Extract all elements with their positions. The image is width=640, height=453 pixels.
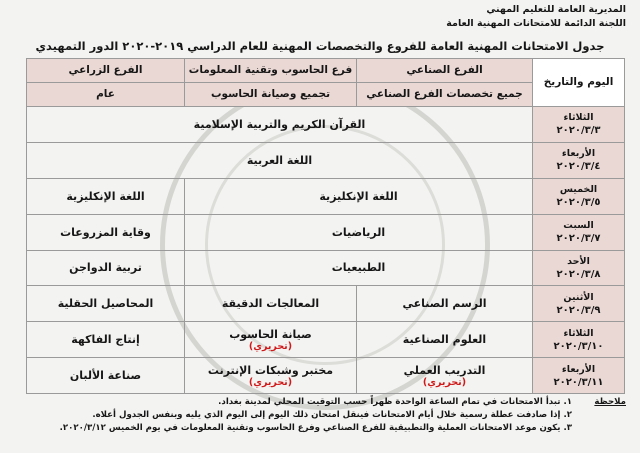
day-cell: الأربعاء ٢٠٢٠/٣/٤: [533, 142, 625, 178]
page-title: جدول الامتحانات المهنية العامة للفروع والتخصصات المهنية للعام الدراسي ٢٠١٩-٢٠٢٠ الدور التمهيدي: [35, 39, 605, 53]
schedule-table: [26, 58, 625, 394]
subject-agricultural: صناعة الألبان: [27, 358, 185, 394]
subject-text: التدريب العملي: [403, 363, 486, 377]
note-item: ١. تبدأ الامتحانات في تمام الساعة الواحدة ظهراً حسب التوقيت المحلي لمدينة بغداد.: [218, 397, 572, 407]
subject-industrial-computer: الرياضيات: [185, 214, 533, 250]
written-note: (تحريري): [248, 340, 293, 352]
col-header-industrial: الفرع الصناعي: [357, 59, 533, 83]
subject-agricultural: المحاصيل الحقلية: [27, 286, 185, 322]
subject-agricultural: تربية الدواجن: [27, 250, 185, 286]
subject-industrial: الرسم الصناعي: [357, 286, 533, 322]
directorate-name: المديرية العامة للتعليم المهني: [486, 4, 626, 15]
day-cell: الثلاثاء ٢٠٢٠/٣/١٠: [533, 322, 625, 358]
subject-text: صيانة الحاسوب: [229, 327, 312, 341]
day-cell: الخميس ٢٠٢٠/٣/٥: [533, 178, 625, 214]
subject-industrial-computer: اللغة الإنكليزية: [185, 178, 533, 214]
spec-agricultural: عام: [27, 83, 185, 107]
day-cell: السبت ٢٠٢٠/٣/٧: [533, 214, 625, 250]
subject-agricultural: وقاية المزروعات: [27, 214, 185, 250]
subject-industrial-computer: الطبيعيات: [185, 250, 533, 286]
subject-computer: [185, 358, 357, 394]
subject-all-branches: القرآن الكريم والتربية الإسلامية: [27, 107, 533, 143]
subject-computer: المعالجات الدقيقة: [185, 286, 357, 322]
table-row: [27, 322, 625, 358]
notes-section: [60, 396, 626, 435]
written-note: (تحريري): [248, 376, 293, 388]
subject-all-branches: اللغة العربية: [27, 142, 533, 178]
day-cell: الثلاثاء ٢٠٢٠/٣/٣: [533, 107, 625, 143]
committee-name: اللجنة الدائمة للامتحانات المهنية العامة: [446, 18, 626, 29]
spec-industrial: جميع تخصصات الفرع الصناعي: [357, 83, 533, 107]
subject-computer: [185, 322, 357, 358]
table-row: [27, 214, 625, 250]
notes-label: ملاحظة: [594, 397, 626, 407]
spec-computer: تجميع وصيانة الحاسوب: [185, 83, 357, 107]
note-item: ٢. إذا صادفت عطلة رسمية خلال أيام الامتحانات فينقل امتحان ذلك اليوم إلى اليوم الذي يليه وبنفس الجدول أعلاه.: [92, 410, 572, 420]
subject-agricultural: إنتاج الفاكهة: [27, 322, 185, 358]
table-row: [27, 107, 625, 143]
table-row: [27, 178, 625, 214]
subject-industrial: العلوم الصناعية: [357, 322, 533, 358]
note-item: ٣. يكون موعد الامتحانات العملية والتطبيقية للفرع الصناعي وفرع الحاسوب وتقنية المعلومات في يوم الخميس ٢٠٢٠/٣/١٢.: [59, 423, 572, 433]
day-cell: الأثنين ٢٠٢٠/٣/٩: [533, 286, 625, 322]
table-row: [27, 142, 625, 178]
table-row: [27, 250, 625, 286]
subject-text: مختبر وشبكات الإنترنت: [207, 363, 334, 377]
day-cell: الأحد ٢٠٢٠/٣/٨: [533, 250, 625, 286]
day-cell: الأربعاء ٢٠٢٠/٣/١١: [533, 358, 625, 394]
written-note: (تحريري): [422, 376, 467, 388]
table-row: [27, 358, 625, 394]
subject-agricultural: اللغة الإنكليزية: [27, 178, 185, 214]
col-header-day: اليوم والتاريخ: [533, 59, 625, 107]
table-row: [27, 286, 625, 322]
col-header-computer: فرع الحاسوب وتقنية المعلومات: [185, 59, 357, 83]
col-header-agricultural: الفرع الزراعي: [27, 59, 185, 83]
subject-industrial: [357, 358, 533, 394]
